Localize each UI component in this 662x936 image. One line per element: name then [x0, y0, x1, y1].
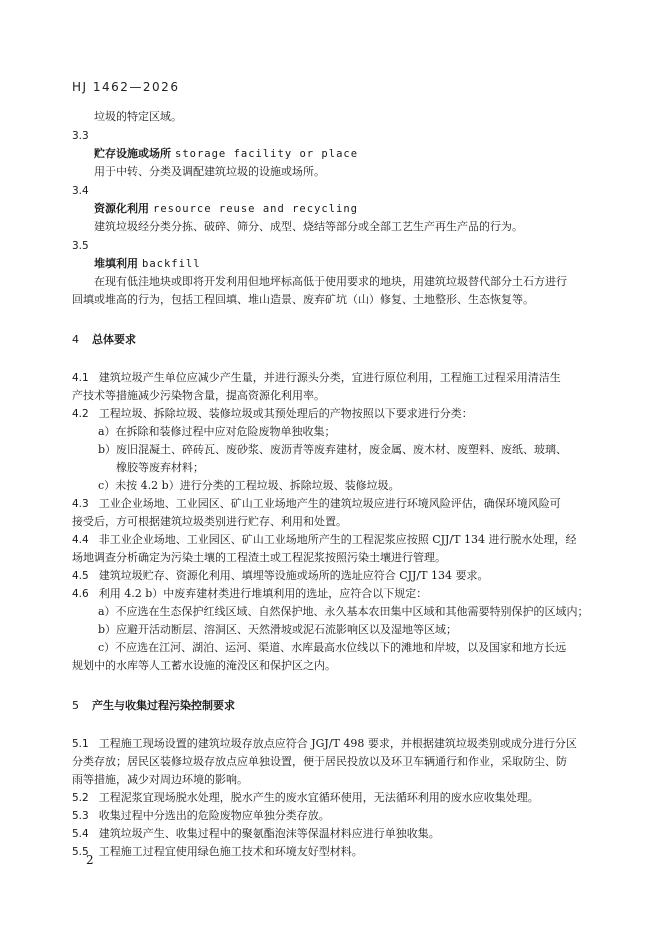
clause-text: 分类存放；居民区装修垃圾存放点应单独设置，便于居民投放以及环卫车辆通行和作业，采取防尘、防: [72, 755, 567, 768]
clause: [72, 567, 604, 585]
clause-number: 4.2: [72, 408, 89, 420]
clause: [72, 585, 604, 603]
clause-text: 雨等措施，减少对周边环境的影响。: [72, 773, 248, 786]
term-cn: 资源化利用: [94, 202, 149, 215]
term-heading: [72, 255, 604, 273]
term-en: resource reuse and recycling: [153, 203, 359, 215]
list-item: c）未按 4.2 b）进行分类的工程垃圾、拆除垃圾、装修垃圾。: [98, 479, 400, 492]
clause-text: 工程施工现场设置的建筑垃圾存放点应符合 JGJ/T 498 要求，并根据建筑垃圾类别或成分进行分区: [98, 737, 577, 750]
page-number: 2: [86, 853, 94, 867]
continued-text: 垃圾的特定区域。: [94, 110, 182, 123]
clause-number: 5.5: [72, 846, 89, 858]
term-en: storage facility or place: [175, 148, 359, 160]
clause-text: 接受后，方可根据建筑垃圾类别进行贮存、利用和处置。: [72, 515, 347, 528]
clause-text: 建筑垃圾产生单位应减少产生量，并进行源头分类，宜进行原位利用，工程施工过程采用清洁生: [98, 371, 561, 384]
clause-text: 建筑垃圾贮存、资源化利用、填埋等设施或场所的选址应符合 CJJ/T 134 要求。: [98, 569, 489, 582]
clause-text: 利用 4.2 b）中废弃建材类进行堆填利用的选址，应符合以下规定：: [98, 587, 428, 600]
clause-text: 收集过程中分选出的危险废物应单独分类存放。: [98, 809, 330, 822]
section-number: 5: [72, 699, 79, 712]
section-heading: [72, 331, 604, 349]
clause-text: 产技术等措施减少污染物含量，提高资源化利用率。: [72, 389, 325, 402]
clause-number: 4.6: [72, 588, 89, 600]
list-item: a）在拆除和装修过程中应对危险废物单独收集；: [98, 425, 336, 438]
standard-code-header: HJ 1462—2026: [72, 80, 180, 94]
section-heading: [72, 697, 604, 715]
clause: [72, 825, 604, 843]
term-heading: [72, 200, 604, 218]
list-item: a）不应选在生态保护红线区域、自然保护地、永久基本农田集中区域和其他需要特别保护的区域内；: [98, 605, 589, 618]
section-title: 总体要求: [92, 333, 136, 346]
term-definition: 在现有低洼地块或即将开发利用但地坪标高低于使用要求的地块，用建筑垃圾替代部分土石方进行: [94, 275, 567, 288]
clause-text: 工业企业场地、工业园区、矿山工业场地产生的建筑垃圾应进行环境风险评估，确保环境风险可: [98, 497, 561, 510]
term-en: backfill: [142, 258, 201, 270]
clause: [72, 843, 604, 861]
clause-text: 非工业企业场地、工业园区、矿山工业场地所产生的工程泥浆应按照 CJJ/T 134 进行脱水处理，经: [98, 533, 577, 546]
clause-number: 4.5: [72, 570, 89, 582]
clause: [72, 369, 604, 387]
term-number: 3.5: [72, 240, 89, 252]
clause-number: 4.3: [72, 498, 89, 510]
term-heading: [72, 145, 604, 163]
clause-text: 建筑垃圾产生、收集过程中的聚氨酯泡沫等保温材料应进行单独收集。: [98, 827, 440, 840]
clause-text: 场地调查分析确定为污染土壤的工程渣土或工程泥浆按照污染土壤进行管理。: [72, 551, 446, 564]
clause-number: 5.1: [72, 738, 89, 750]
list-item: 橡胶等废弃材料；: [116, 461, 204, 474]
clause: [72, 807, 604, 825]
clause-text: 工程泥浆宜现场脱水处理，脱水产生的废水宜循环使用，无法循环利用的废水应收集处理。: [98, 791, 539, 804]
clause-text: 工程施工过程宜使用绿色施工技术和环境友好型材料。: [98, 845, 363, 858]
section-number: 4: [72, 333, 79, 346]
term-definition: 建筑垃圾经分类分拣、破碎、筛分、成型、烧结等部分或全部工艺生产再生产品的行为。: [94, 220, 523, 233]
list-item: c）不应选在江河、湖泊、运河、渠道、水库最高水位线以下的滩地和岸坡，以及国家和地方长远: [98, 641, 567, 654]
list-item: b）应避开活动断层、溶洞区、天然滑坡或泥石流影响区以及湿地等区域；: [98, 623, 458, 636]
clause-number: 4.1: [72, 372, 89, 384]
clause: [72, 735, 604, 753]
clause: [72, 789, 604, 807]
list-item: b）废旧混凝土、碎砖瓦、废砂浆、废沥青等废弃建材，废金属、废木材、废塑料、废纸、玻璃、: [98, 443, 568, 456]
term-number: 3.4: [72, 185, 89, 197]
list-item: 规划中的水库等人工蓄水设施的淹没区和保护区之内。: [72, 659, 336, 672]
term-cn: 堆填利用: [94, 257, 138, 270]
term-definition: 回填或堆高的行为，包括工程回填、堆山造景、废弃矿坑（山）修复、土地整形、生态恢复等。: [72, 293, 534, 306]
clause: [72, 531, 604, 549]
term-cn: 贮存设施或场所: [94, 147, 171, 160]
clause-number: 5.4: [72, 828, 89, 840]
clause-number: 4.4: [72, 534, 89, 546]
clause-number: 5.2: [72, 792, 89, 804]
clause-number: 5.3: [72, 810, 89, 822]
clause: [72, 405, 604, 423]
section-title: 产生与收集过程污染控制要求: [92, 699, 235, 712]
clause: [72, 495, 604, 513]
clause-text: 工程垃圾、拆除垃圾、装修垃圾或其预处理后的产物按照以下要求进行分类：: [98, 407, 473, 420]
term-definition: 用于中转、分类及调配建筑垃圾的设施或场所。: [94, 165, 325, 178]
page-body: [72, 108, 604, 861]
term-number: 3.3: [72, 130, 89, 142]
